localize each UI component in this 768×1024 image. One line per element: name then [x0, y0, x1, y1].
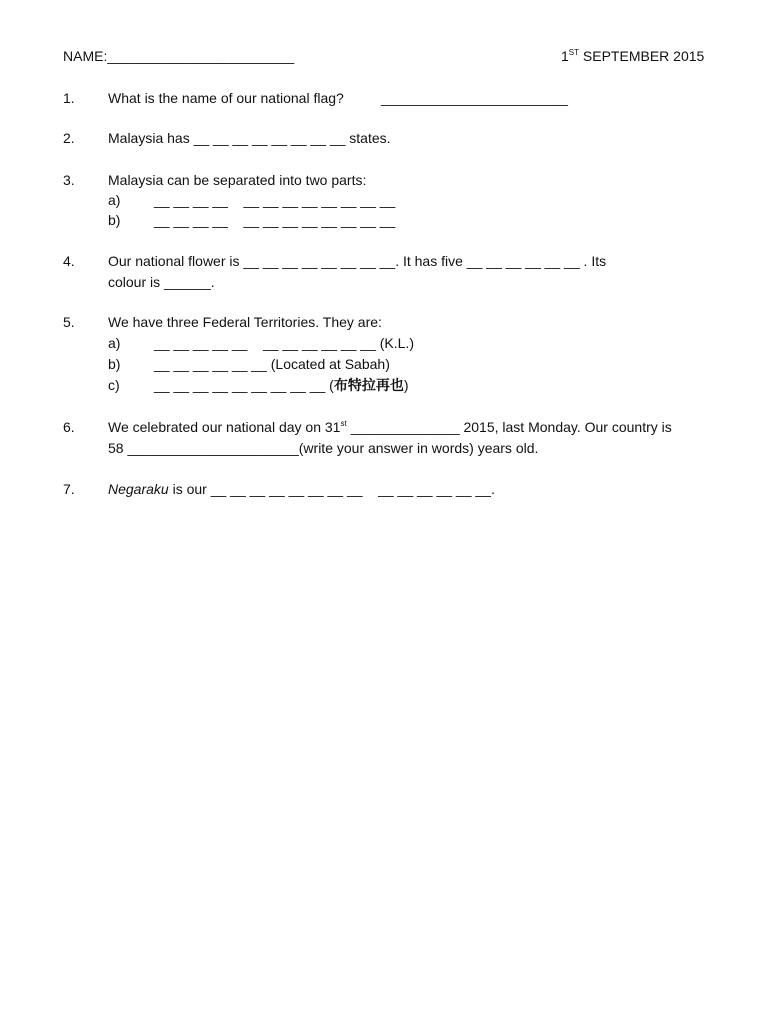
name-blank: ________________________ — [107, 48, 295, 64]
question-2-text: Malaysia has __ __ __ __ __ __ __ __ states. — [108, 130, 391, 146]
question-4-number: 4. — [63, 253, 75, 269]
question-6-sup: st — [340, 419, 347, 428]
question-5-number: 5. — [63, 314, 75, 330]
question-3b-label: b) — [108, 212, 121, 228]
question-6-text-a: We celebrated our national day on 31 — [108, 419, 341, 435]
question-7-number: 7. — [63, 481, 75, 497]
question-5b-label: b) — [108, 356, 121, 372]
question-7-rest: is our __ __ __ __ __ __ __ __ __ __ __ __ __ __. — [168, 481, 495, 497]
question-6-text-b: ______________ 2015, last Monday. Our country is — [346, 419, 672, 435]
question-6-line-1 — [108, 418, 672, 436]
name-field — [63, 47, 294, 65]
question-3-number: 3. — [63, 172, 75, 188]
date-suffix: ST — [568, 48, 580, 57]
question-5-text: We have three Federal Territories. They are: — [108, 314, 382, 330]
question-3-text: Malaysia can be separated into two parts: — [108, 172, 367, 188]
question-5a-blank: __ __ __ __ __ __ __ __ __ __ __ (K.L.) — [154, 335, 414, 351]
question-4-line-2: colour is ______. — [108, 274, 215, 290]
question-5b-blank: __ __ __ __ __ __ (Located at Sabah) — [154, 356, 390, 372]
question-1-text: What is the name of our national flag? — [108, 90, 344, 106]
name-label: NAME: — [63, 48, 108, 64]
question-7-italic-word: Negaraku — [108, 481, 169, 497]
question-7-text — [108, 480, 495, 498]
question-3a-label: a) — [108, 192, 121, 208]
question-5c-close: ) — [403, 377, 409, 393]
date-day: 1 — [561, 48, 569, 64]
question-1-number: 1. — [63, 90, 75, 106]
question-6-line-2: 58 ______________________(write your answer in words) years old. — [108, 440, 539, 456]
question-1-blank: ________________________ — [381, 90, 568, 106]
question-5a-label: a) — [108, 335, 121, 351]
question-4-line-1: Our national flower is __ __ __ __ __ __ __ __. It has five __ __ __ __ __ __ . Its — [108, 253, 607, 269]
date-text — [561, 47, 704, 65]
question-3b-blank: __ __ __ __ __ __ __ __ __ __ __ __ — [154, 212, 396, 228]
question-5c-label: c) — [108, 377, 120, 393]
question-5c-chinese-hint: 布特拉再也 — [333, 378, 404, 394]
question-6-number: 6. — [63, 419, 75, 435]
question-5c-underscores: __ __ __ __ __ __ __ __ __ ( — [154, 377, 334, 393]
question-5c-blank — [154, 376, 409, 395]
question-2-number: 2. — [63, 130, 75, 146]
question-3a-blank: __ __ __ __ __ __ __ __ __ __ __ __ — [154, 192, 396, 208]
date-rest: SEPTEMBER 2015 — [579, 48, 705, 64]
